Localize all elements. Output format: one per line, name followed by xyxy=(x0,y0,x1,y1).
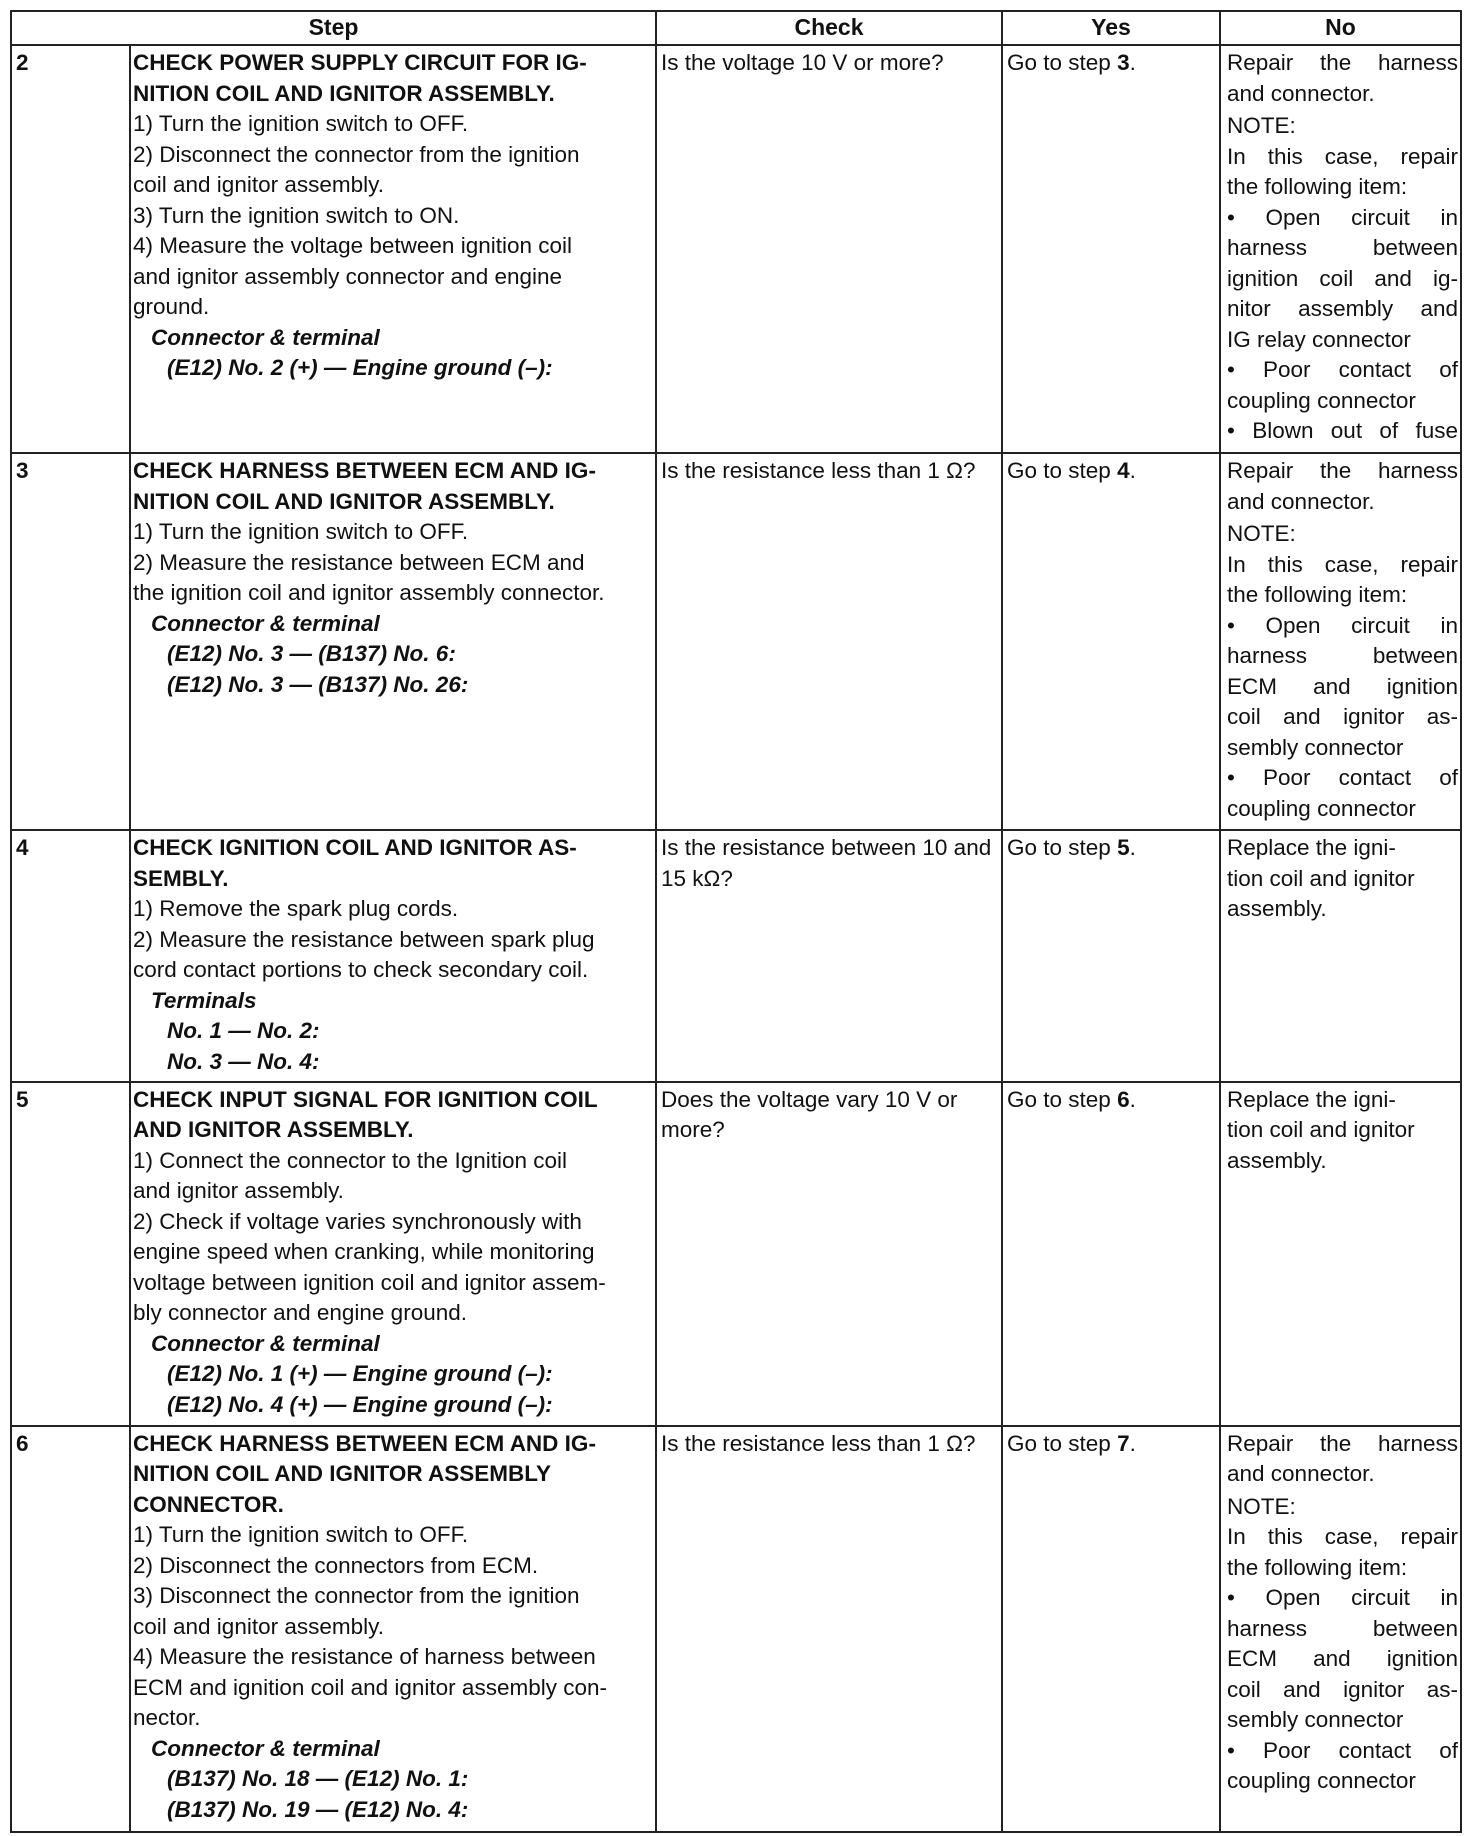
step-number: 6 xyxy=(11,1426,130,1832)
yes-step-ref: 6 xyxy=(1117,1086,1130,1112)
no-line: Repair the harness xyxy=(1227,458,1458,484)
step-number: 5 xyxy=(11,1082,130,1426)
note-intro: In this case, repair xyxy=(1227,551,1458,577)
step-number: 3 xyxy=(11,453,130,830)
header-no: No xyxy=(1220,11,1461,45)
terminal-pair: No. 1 — No. 2: xyxy=(167,1018,320,1044)
step-line: 2) Disconnect the connector from the ignition xyxy=(133,141,580,167)
yes-suffix: . xyxy=(1129,1086,1136,1112)
note-item: IG relay connector xyxy=(1227,326,1411,352)
step-line: ground. xyxy=(133,294,210,319)
step-title: CHECK POWER SUPPLY CIRCUIT FOR IG- xyxy=(133,50,587,75)
connector-terminal: (E12) No. 3 — (B137) No. 6: xyxy=(167,641,456,667)
no-line: and connector. xyxy=(1227,488,1375,514)
yes-action xyxy=(1002,1426,1220,1832)
yes-prefix: Go to step xyxy=(1007,1430,1118,1456)
step-line: ECM and ignition coil and ignitor assembly con- xyxy=(133,1674,607,1700)
no-line: assembly. xyxy=(1227,896,1327,922)
step-description xyxy=(130,1426,656,1832)
step-number: 2 xyxy=(11,45,130,453)
no-line: assembly. xyxy=(1227,1147,1327,1173)
step-line: 1) Turn the ignition switch to OFF. xyxy=(133,519,469,545)
note-item: sembly connector xyxy=(1227,1707,1404,1733)
table-row xyxy=(11,1082,1461,1426)
note-item: sembly connector xyxy=(1227,734,1404,760)
yes-suffix: . xyxy=(1129,50,1136,75)
step-line: coil and ignitor assembly. xyxy=(133,172,384,197)
no-line: and connector. xyxy=(1227,80,1375,106)
no-line: Repair the harness xyxy=(1227,1430,1458,1456)
step-line: 3) Turn the ignition switch to ON. xyxy=(133,202,460,228)
step-line: voltage between ignition coil and ignitor assem- xyxy=(133,1269,606,1295)
step-description xyxy=(130,830,656,1081)
connector-terminal: (B137) No. 19 — (E12) No. 4: xyxy=(167,1796,469,1822)
step-line: coil and ignitor assembly. xyxy=(133,1613,384,1639)
connector-label: Connector & terminal xyxy=(151,1735,380,1761)
note-item: ECM and ignition xyxy=(1227,1646,1458,1672)
no-line: tion coil and ignitor xyxy=(1227,1117,1415,1143)
step-line: 3) Disconnect the connector from the ignition xyxy=(133,1583,580,1609)
terminals-label: Terminals xyxy=(151,987,257,1013)
step-description xyxy=(130,45,656,453)
note-item: coil and ignitor as- xyxy=(1227,1676,1458,1702)
step-title: AND IGNITOR ASSEMBLY. xyxy=(133,1117,414,1143)
step-line: bly connector and engine ground. xyxy=(133,1300,467,1326)
no-line: and connector. xyxy=(1227,1461,1375,1487)
step-line: 1) Turn the ignition switch to OFF. xyxy=(133,1522,469,1548)
yes-step-ref: 7 xyxy=(1117,1430,1130,1456)
connector-terminal: (E12) No. 3 — (B137) No. 26: xyxy=(167,671,469,697)
note-item: coupling connector xyxy=(1227,795,1416,821)
connector-label: Connector & terminal xyxy=(151,610,380,636)
no-line: Replace the igni- xyxy=(1227,1086,1396,1112)
connector-terminal: (E12) No. 4 (+) — Engine ground (–): xyxy=(167,1391,553,1417)
note-item: • Blown out of fuse xyxy=(1227,418,1458,443)
note-item: harness between xyxy=(1227,1615,1458,1641)
step-description xyxy=(130,1082,656,1426)
step-title: NITION COIL AND IGNITOR ASSEMBLY. xyxy=(133,80,555,106)
step-title: CONNECTOR. xyxy=(133,1491,284,1517)
check-question: Is the voltage 10 V or more? xyxy=(656,45,1002,453)
no-action xyxy=(1220,830,1461,1081)
note-item: coupling connector xyxy=(1227,387,1416,413)
note-intro: the following item: xyxy=(1227,582,1408,608)
note-intro: the following item: xyxy=(1227,174,1408,199)
yes-action xyxy=(1002,830,1220,1081)
note-item: coil and ignitor as- xyxy=(1227,704,1458,730)
check-question: Is the resistance less than 1 Ω? xyxy=(656,1426,1002,1832)
note-item: nitor assembly and xyxy=(1227,296,1458,321)
yes-action xyxy=(1002,453,1220,830)
note-item: • Poor contact of xyxy=(1227,765,1458,791)
check-question: Is the resistance less than 1 Ω? xyxy=(656,453,1002,830)
yes-step-ref: 5 xyxy=(1117,835,1130,861)
note-item: ECM and ignition xyxy=(1227,673,1458,699)
step-line: engine speed when cranking, while monitoring xyxy=(133,1239,595,1265)
no-action xyxy=(1220,1082,1461,1426)
note-intro: In this case, repair xyxy=(1227,1524,1458,1550)
connector-label: Connector & terminal xyxy=(151,1330,380,1356)
step-line: 2) Check if voltage varies synchronously with xyxy=(133,1208,582,1234)
step-line: nector. xyxy=(133,1705,201,1731)
connector-terminal: (E12) No. 2 (+) — Engine ground (–): xyxy=(167,355,553,380)
yes-prefix: Go to step xyxy=(1007,835,1118,861)
connector-terminal: (B137) No. 18 — (E12) No. 1: xyxy=(167,1766,469,1792)
step-line: 1) Remove the spark plug cords. xyxy=(133,896,459,922)
yes-step-ref: 4 xyxy=(1117,458,1130,484)
note-item: • Open circuit in xyxy=(1227,204,1458,230)
table-row xyxy=(11,45,1461,453)
note-item: • Open circuit in xyxy=(1227,612,1458,638)
step-line: and ignitor assembly connector and engine xyxy=(133,263,563,289)
yes-suffix: . xyxy=(1129,1430,1136,1456)
check-question: Is the resistance between 10 and 15 kΩ? xyxy=(656,830,1002,1081)
step-title: CHECK INPUT SIGNAL FOR IGNITION COIL xyxy=(133,1086,598,1112)
note-item: ignition coil and ig- xyxy=(1227,265,1458,291)
header-check: Check xyxy=(656,11,1002,45)
table-row xyxy=(11,830,1461,1081)
step-description xyxy=(130,453,656,830)
note-item: • Poor contact of xyxy=(1227,1737,1458,1763)
step-line: 2) Measure the resistance between spark plug xyxy=(133,926,595,952)
yes-suffix: . xyxy=(1129,835,1136,861)
note-item: coupling connector xyxy=(1227,1768,1416,1794)
step-title: CHECK HARNESS BETWEEN ECM AND IG- xyxy=(133,1430,596,1456)
yes-suffix: . xyxy=(1129,458,1136,484)
step-title: NITION COIL AND IGNITOR ASSEMBLY. xyxy=(133,488,555,514)
yes-prefix: Go to step xyxy=(1007,458,1118,484)
no-line: tion coil and ignitor xyxy=(1227,865,1415,891)
header-step: Step xyxy=(11,11,656,45)
note-intro: the following item: xyxy=(1227,1554,1408,1580)
step-title: SEMBLY. xyxy=(133,865,229,891)
table-row xyxy=(11,453,1461,830)
step-line: 1) Connect the connector to the Ignition coil xyxy=(133,1147,568,1173)
step-title: NITION COIL AND IGNITOR ASSEMBLY xyxy=(133,1461,551,1487)
yes-action xyxy=(1002,45,1220,453)
note-item: • Open circuit in xyxy=(1227,1585,1458,1611)
step-line: 2) Disconnect the connectors from ECM. xyxy=(133,1552,539,1578)
step-line: 1) Turn the ignition switch to OFF. xyxy=(133,111,469,136)
yes-step-ref: 3 xyxy=(1117,50,1130,75)
step-line: 4) Measure the voltage between ignition coil xyxy=(133,233,573,258)
note-item: • Poor contact of xyxy=(1227,357,1458,382)
check-question: Does the voltage vary 10 V or more? xyxy=(656,1082,1002,1426)
no-action xyxy=(1220,45,1461,453)
table-row xyxy=(11,1426,1461,1832)
header-yes: Yes xyxy=(1002,11,1220,45)
step-line: the ignition coil and ignitor assembly connector. xyxy=(133,580,605,606)
step-line: cord contact portions to check secondary coil. xyxy=(133,957,589,983)
no-line: Repair the harness xyxy=(1227,50,1458,75)
yes-prefix: Go to step xyxy=(1007,1086,1118,1112)
step-number: 4 xyxy=(11,830,130,1081)
note-intro: In this case, repair xyxy=(1227,143,1458,169)
step-title: CHECK HARNESS BETWEEN ECM AND IG- xyxy=(133,458,596,484)
step-line: and ignitor assembly. xyxy=(133,1178,344,1204)
diagnostic-table xyxy=(10,10,1462,1833)
connector-label: Connector & terminal xyxy=(151,324,380,350)
step-line: 4) Measure the resistance of harness between xyxy=(133,1644,596,1670)
no-action xyxy=(1220,453,1461,830)
note-item: harness between xyxy=(1227,643,1458,669)
note-label: NOTE: xyxy=(1227,113,1296,138)
step-title: CHECK IGNITION COIL AND IGNITOR AS- xyxy=(133,835,577,861)
no-action xyxy=(1220,1426,1461,1832)
step-line: 2) Measure the resistance between ECM and xyxy=(133,549,585,575)
note-item: harness between xyxy=(1227,235,1458,260)
note-label: NOTE: xyxy=(1227,1493,1296,1519)
no-line: Replace the igni- xyxy=(1227,835,1396,861)
terminal-pair: No. 3 — No. 4: xyxy=(167,1048,320,1074)
connector-terminal: (E12) No. 1 (+) — Engine ground (–): xyxy=(167,1361,553,1387)
note-label: NOTE: xyxy=(1227,521,1296,547)
yes-prefix: Go to step xyxy=(1007,50,1118,75)
header-row xyxy=(11,11,1461,45)
yes-action xyxy=(1002,1082,1220,1426)
